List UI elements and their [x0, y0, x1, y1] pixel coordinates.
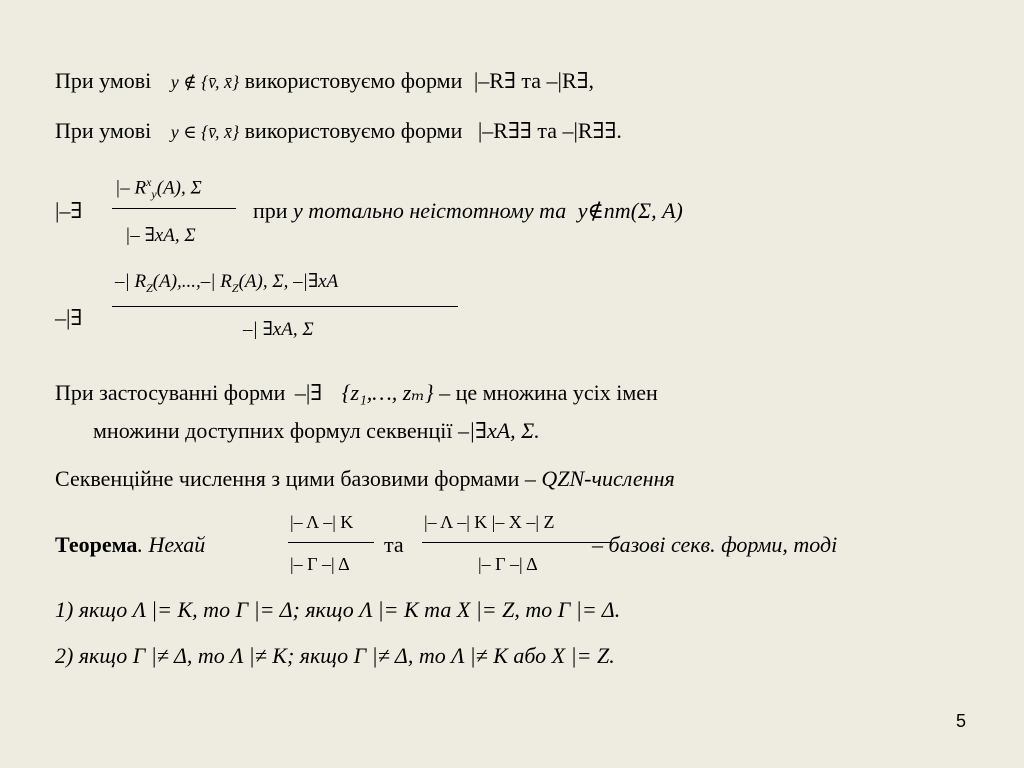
text: При умові [55, 68, 152, 93]
form-name: –|∃ [294, 380, 323, 405]
theorem-fraction-2-den: |– Γ –| Δ [478, 554, 538, 574]
theorem-item-1: 1) якщо Λ |= K, то Γ |= Δ; якщо Λ |= K та X |= Z, то Γ |= Δ. [55, 597, 621, 622]
fraction-bar [112, 208, 236, 209]
text: –| R [115, 271, 147, 292]
theorem-line [55, 532, 205, 558]
sub: Z [146, 280, 153, 295]
math-expression: –|∃xA, Σ. [457, 418, 540, 443]
theorem-item-2: 2) якщо Γ |≠ Δ, то Λ |≠ K; якщо Γ |≠ Δ, то Λ |≠ K або X |= Z. [55, 643, 615, 668]
fraction-bar [288, 542, 374, 543]
math-set: {z₁,…, zₘ} [341, 380, 434, 405]
sub: y [151, 187, 157, 202]
calculus-name: QZN-числення [541, 466, 675, 491]
text: Секвенційне числення з цими базовими формами – [55, 466, 536, 491]
paragraph-application [55, 380, 658, 406]
theorem-tail: – базові секв. форми, тоді [592, 532, 838, 557]
math-expression: y ∉ {v̄, x̄} [170, 72, 240, 92]
text: (A),...,–| R [152, 271, 232, 292]
text: (A), Σ, –|∃xA [238, 271, 339, 292]
form-names: |–R∃∃ та –|R∃∃. [477, 118, 622, 143]
theorem-fraction-1-den: |– Γ –| Δ [290, 554, 350, 574]
rule2-numerator [115, 270, 338, 296]
text: y тотально неістотному та [293, 198, 567, 223]
rule1-denominator: |– ∃xA, Σ [125, 225, 196, 246]
rule1-numerator [115, 175, 202, 202]
fraction-bar [112, 306, 458, 307]
rule1-condition [253, 198, 683, 224]
line-condition-not-in [55, 68, 594, 94]
form-names: |–R∃ та –|R∃, [473, 68, 595, 93]
text: використовуємо форми [244, 68, 463, 93]
sup: x [146, 175, 152, 189]
text: . Нехай [137, 532, 206, 557]
paragraph-calculus [55, 466, 675, 492]
text: При застосуванні форми [55, 380, 286, 405]
rule1-num-text: |– R [115, 177, 147, 199]
theorem-ta: та [384, 532, 404, 557]
fraction-bar [422, 542, 612, 543]
paragraph-application-cont [93, 418, 540, 444]
rule2-label: –|∃ [55, 305, 83, 330]
rule1-num-rest: (A), Σ [156, 177, 202, 199]
text: При умові [55, 118, 152, 143]
sub: Z [231, 280, 239, 295]
rule1-label: |–∃ [55, 198, 83, 223]
page-number: 5 [955, 711, 966, 731]
theorem-fraction-1-num: |– Λ –| K [290, 512, 354, 532]
theorem-label: Теорема [55, 532, 138, 557]
text: при [253, 198, 288, 223]
rule2-denominator: –| ∃xA, Σ [243, 319, 314, 340]
text: множини доступних формул секвенції [93, 418, 453, 443]
text: використовуємо форми [244, 118, 463, 143]
theorem-fraction-2-num: |– Λ –| K |– X –| Z [424, 512, 555, 532]
math-expression: y ∈ {v̄, x̄} [170, 122, 240, 142]
text: – це множина усіх імен [439, 380, 658, 405]
line-condition-in [55, 118, 622, 144]
math-expression: y∉nm(Σ, A) [577, 198, 683, 223]
